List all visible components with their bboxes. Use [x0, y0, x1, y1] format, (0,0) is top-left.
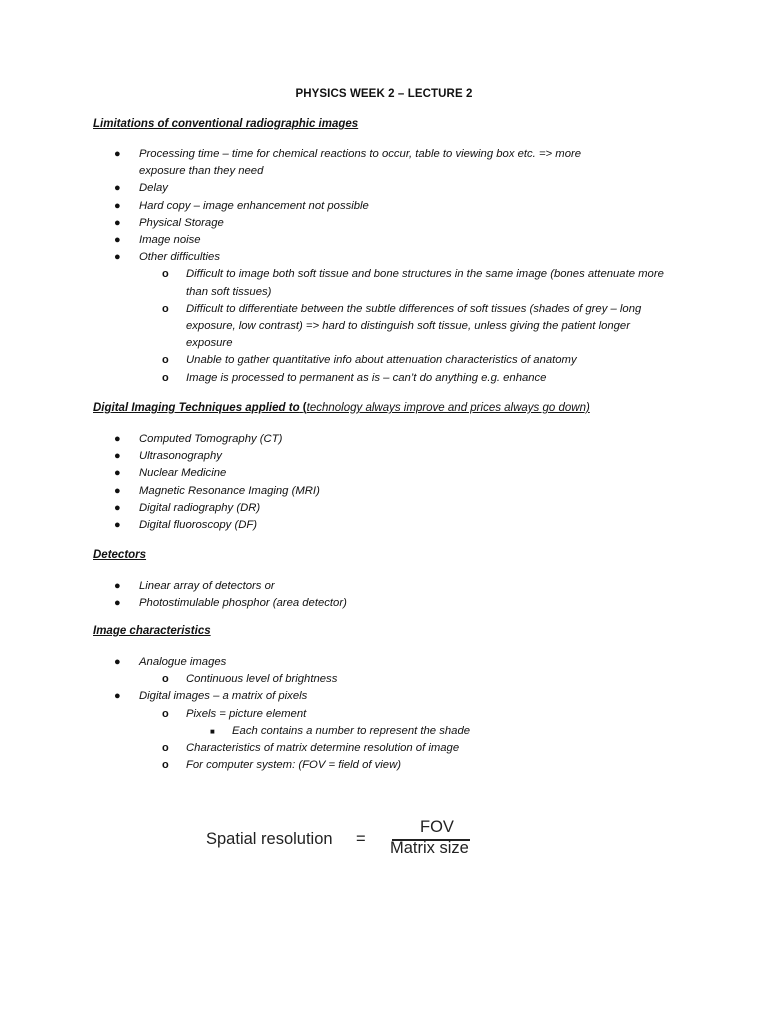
image-characteristics-list	[0, 654, 768, 774]
bullet-icon: ●	[114, 519, 121, 532]
sub-list-item-text: Continuous level of brightness	[186, 673, 338, 686]
list-item-text: Digital fluoroscopy (DF)	[139, 519, 258, 532]
square-bullet-icon: ■	[210, 726, 215, 736]
page-title: PHYSICS WEEK 2 – LECTURE 2	[295, 88, 473, 100]
sub-bullet-icon: o	[162, 673, 169, 686]
list-item	[0, 448, 768, 465]
formula-equals: =	[356, 830, 366, 848]
list-item	[0, 249, 768, 266]
bullet-icon: ●	[114, 501, 121, 514]
bullet-icon: ●	[114, 484, 121, 497]
sub-list-item	[0, 757, 768, 774]
list-item-text: Nuclear Medicine	[139, 467, 227, 480]
sub-bullet-icon: o	[162, 302, 169, 315]
sub-list-item-text: Difficult to image both soft tissue and bone structures in the same image (bones attenuate more than soft tissues)	[186, 268, 664, 298]
bullet-icon: ●	[114, 234, 121, 247]
bullet-icon: ●	[114, 199, 121, 212]
list-item	[0, 654, 768, 671]
list-item	[0, 483, 768, 500]
sub-bullet-icon: o	[162, 371, 169, 384]
sub-list-item	[0, 301, 768, 353]
sub-list-item-text: Pixels = picture element	[186, 707, 307, 720]
sub-list-item	[0, 740, 768, 757]
section-heading-image-characteristics: Image characteristics	[93, 625, 211, 637]
list-item	[0, 232, 768, 249]
bullet-icon: ●	[114, 690, 121, 703]
section-heading-digital-imaging	[93, 402, 590, 414]
bullet-icon: ●	[114, 148, 121, 160]
sub-list-item-text: Difficult to differentiate between the subtle differences of soft tissues (shades of grey – long exposure, low contrast) => hard to distinguish soft tissue, unless giving the patient longer exposure	[186, 302, 642, 350]
list-item-text: Physical Storage	[139, 216, 224, 229]
sub-list-item	[0, 352, 768, 369]
section-heading-limitations: Limitations of conventional radiographic images	[93, 118, 359, 130]
sub-bullet-icon: o	[162, 354, 169, 367]
bullet-icon: ●	[114, 251, 121, 264]
bullet-icon: ●	[114, 597, 121, 610]
list-item-text: Analogue images	[139, 656, 227, 668]
digital-imaging-list	[0, 431, 768, 534]
detectors-list	[0, 578, 768, 612]
list-item-text: Processing time – time for chemical reactions to occur, table to viewing box etc. => more exposure than they need	[139, 148, 582, 178]
bullet-icon: ●	[114, 182, 121, 195]
list-item	[0, 146, 768, 180]
sub-sub-list-item-text: Each contains a number to represent the shade	[232, 724, 471, 737]
sub-list-item	[0, 671, 768, 688]
list-item	[0, 688, 768, 705]
sub-bullet-icon: o	[162, 759, 169, 772]
section-heading-detectors: Detectors	[93, 549, 147, 561]
sub-bullet-icon: o	[162, 707, 169, 720]
spatial-resolution-formula	[206, 818, 486, 864]
list-item	[0, 465, 768, 482]
section-heading-text: Digital Imaging Techniques applied to	[93, 402, 300, 414]
bullet-icon: ●	[114, 656, 121, 668]
list-item-text: Ultrasonography	[139, 450, 222, 463]
sub-list-item	[0, 706, 768, 723]
list-item-text: Photostimulable phosphor (area detector)	[139, 597, 347, 610]
list-item-text: Hard copy – image enhancement not possible	[139, 199, 369, 212]
sub-list-item-text: For computer system: (FOV = field of view)	[186, 759, 402, 772]
list-item	[0, 500, 768, 517]
list-item	[0, 517, 768, 534]
section-heading-paren: (	[302, 402, 307, 414]
list-item-text: Digital images – a matrix of pixels	[139, 690, 308, 703]
list-item-text: Image noise	[139, 234, 201, 247]
list-item	[0, 578, 768, 595]
list-item-text: Linear array of detectors or	[139, 580, 275, 592]
list-item-text: Computed Tomography (CT)	[139, 433, 283, 445]
bullet-icon: ●	[114, 580, 121, 592]
formula-left-term: Spatial resolution	[206, 830, 333, 848]
sub-list-item	[0, 370, 768, 387]
sub-bullet-icon: o	[162, 268, 169, 281]
list-item-text: Delay	[139, 182, 168, 195]
sub-list-item-text: Image is processed to permanent as is – can’t do anything e.g. enhance	[186, 371, 547, 384]
list-item	[0, 198, 768, 215]
sub-bullet-icon: o	[162, 742, 169, 755]
bullet-icon: ●	[114, 467, 121, 480]
sub-list-item-text: Characteristics of matrix determine resolution of image	[186, 742, 460, 755]
sub-sub-list-item	[0, 723, 768, 740]
list-item-text: Other difficulties	[139, 251, 220, 264]
list-item-text: Magnetic Resonance Imaging (MRI)	[139, 484, 320, 497]
bullet-icon: ●	[114, 216, 121, 229]
sub-list-item-text: Unable to gather quantitative info about attenuation characteristics of anatomy	[186, 354, 577, 367]
list-item-text: Digital radiography (DR)	[139, 501, 261, 514]
limitations-list	[0, 146, 768, 387]
section-heading-note: technology always improve and prices always go down)	[306, 402, 590, 414]
list-item	[0, 595, 768, 612]
list-item	[0, 431, 768, 448]
list-item	[0, 180, 768, 197]
bullet-icon: ●	[114, 433, 121, 445]
list-item	[0, 215, 768, 232]
sub-list-item	[0, 266, 768, 300]
formula-denominator: Matrix size	[390, 839, 469, 857]
bullet-icon: ●	[114, 450, 121, 463]
formula-numerator: FOV	[420, 818, 454, 836]
